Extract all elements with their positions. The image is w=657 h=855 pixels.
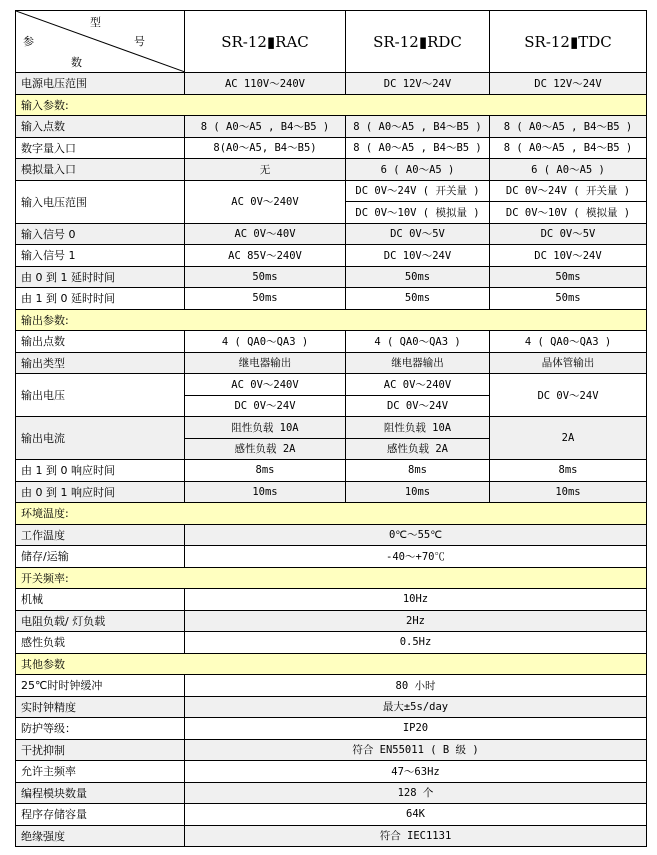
cell-rdc: DC 0V～5V — [346, 223, 490, 245]
row-label: 输入信号 0 — [16, 223, 185, 245]
row-label: 输出电流 — [16, 417, 185, 460]
row-label: 干扰抑制 — [16, 739, 185, 761]
table-row — [16, 331, 647, 353]
cell-rac: 50ms — [185, 266, 346, 288]
row-label: 防护等级： — [16, 718, 185, 740]
cell-rdc: 6 ( A0～A5 ) — [346, 159, 490, 181]
table-row — [16, 223, 647, 245]
cell-rdc: 8 ( A0～A5 , B4～B5 ) — [346, 116, 490, 138]
cell-rdc: 50ms — [346, 288, 490, 310]
cell-rdc: 4 ( QA0～QA3 ) — [346, 331, 490, 353]
cell-tdc: 2A — [490, 417, 647, 460]
cell-rac: AC 0V～40V — [185, 223, 346, 245]
section-header — [16, 94, 647, 116]
section-title: 开关频率: — [16, 567, 647, 589]
cell-rac: DC 0V～24V — [185, 395, 346, 417]
cell-tdc: DC 12V～24V — [490, 73, 647, 95]
cell-tdc: DC 0V～24V ( 开关量 ) — [490, 180, 647, 202]
table-row — [16, 718, 647, 740]
table-row — [16, 610, 647, 632]
cell-value: -40～+70℃ — [185, 546, 647, 568]
cell-value: 符合 EN55011 ( B 级 ) — [185, 739, 647, 761]
cell-rdc: 50ms — [346, 266, 490, 288]
table-row — [16, 159, 647, 181]
table-row — [16, 589, 647, 611]
table-row — [16, 116, 647, 138]
table-row — [16, 761, 647, 783]
cell-rdc: 阻性负载 10A — [346, 417, 490, 439]
row-label: 机械 — [16, 589, 185, 611]
table-row — [16, 73, 647, 95]
cell-rac: 8(A0～A5, B4～B5) — [185, 137, 346, 159]
cell-rdc: DC 12V～24V — [346, 73, 490, 95]
table-row — [16, 460, 647, 482]
row-label: 输入信号 1 — [16, 245, 185, 267]
table-row — [16, 632, 647, 654]
table-row — [16, 137, 647, 159]
cell-tdc: 8 ( A0～A5 , B4～B5 ) — [490, 116, 647, 138]
row-label: 由 0 到 1 响应时间 — [16, 481, 185, 503]
section-header — [16, 503, 647, 525]
model-rdc: SR-12▮RDC — [346, 11, 490, 73]
cell-rdc: DC 0V～10V ( 模拟量 ) — [346, 202, 490, 224]
table-row — [16, 825, 647, 847]
table-row — [16, 675, 647, 697]
row-label: 工作温度 — [16, 524, 185, 546]
header-row — [16, 11, 647, 73]
row-label: 绝缘强度 — [16, 825, 185, 847]
cell-rac: 感性负载 2A — [185, 438, 346, 460]
cell-rac: 阻性负载 10A — [185, 417, 346, 439]
cell-rac: 8ms — [185, 460, 346, 482]
model-tdc: SR-12▮TDC — [490, 11, 647, 73]
row-label: 输入电压范围 — [16, 180, 185, 223]
cell-rac: AC 0V～240V — [185, 374, 346, 396]
cell-tdc: 晶体管输出 — [490, 352, 647, 374]
row-label: 数字量入口 — [16, 137, 185, 159]
cell-value: 2Hz — [185, 610, 647, 632]
row-label: 由 1 到 0 响应时间 — [16, 460, 185, 482]
cell-rdc: AC 0V～240V — [346, 374, 490, 396]
cell-rdc: 10ms — [346, 481, 490, 503]
cell-rac: AC 0V～240V — [185, 180, 346, 223]
table-row — [16, 374, 647, 396]
cell-tdc: 8 ( A0～A5 , B4～B5 ) — [490, 137, 647, 159]
cell-rac: 10ms — [185, 481, 346, 503]
row-label: 程序存储容量 — [16, 804, 185, 826]
cell-tdc: 50ms — [490, 266, 647, 288]
cell-rac: AC 110V～240V — [185, 73, 346, 95]
row-label: 由 0 到 1 延时时间 — [16, 266, 185, 288]
cell-value: 80 小时 — [185, 675, 647, 697]
cell-value: 47～63Hz — [185, 761, 647, 783]
table-row — [16, 417, 647, 439]
table-row — [16, 352, 647, 374]
cell-value: IP20 — [185, 718, 647, 740]
corner-text-bottom: 数 — [71, 56, 82, 69]
row-label: 编程模块数量 — [16, 782, 185, 804]
section-title: 输出参数: — [16, 309, 647, 331]
cell-tdc: DC 0V～24V — [490, 374, 647, 417]
section-title: 其他参数 — [16, 653, 647, 675]
cell-rdc: DC 10V～24V — [346, 245, 490, 267]
table-row — [16, 245, 647, 267]
cell-rac: 继电器输出 — [185, 352, 346, 374]
cell-value: 64K — [185, 804, 647, 826]
table-row — [16, 804, 647, 826]
cell-tdc: 6 ( A0～A5 ) — [490, 159, 647, 181]
model-rac: SR-12▮RAC — [185, 11, 346, 73]
cell-rac: 无 — [185, 159, 346, 181]
section-header — [16, 309, 647, 331]
cell-rac: 50ms — [185, 288, 346, 310]
row-label: 储存/运输 — [16, 546, 185, 568]
row-label: 允许主频率 — [16, 761, 185, 783]
cell-value: 符合 IEC1131 — [185, 825, 647, 847]
section-title: 输入参数: — [16, 94, 647, 116]
table-row — [16, 782, 647, 804]
cell-rdc: 感性负载 2A — [346, 438, 490, 460]
spec-table — [15, 10, 647, 847]
cell-tdc: 8ms — [490, 460, 647, 482]
cell-rac: 8 ( A0～A5 , B4～B5 ) — [185, 116, 346, 138]
table-row — [16, 481, 647, 503]
section-header — [16, 653, 647, 675]
cell-tdc: DC 10V～24V — [490, 245, 647, 267]
cell-value: 0℃～55℃ — [185, 524, 647, 546]
cell-rdc: DC 0V～24V ( 开关量 ) — [346, 180, 490, 202]
row-label: 输出点数 — [16, 331, 185, 353]
row-label: 25℃时时钟缓冲 — [16, 675, 185, 697]
cell-tdc: DC 0V～5V — [490, 223, 647, 245]
cell-rac: AC 85V～240V — [185, 245, 346, 267]
table-row — [16, 266, 647, 288]
header-corner-cell — [16, 11, 185, 73]
cell-tdc: 10ms — [490, 481, 647, 503]
cell-rdc: 8ms — [346, 460, 490, 482]
corner-text-top: 型 — [90, 16, 101, 29]
cell-rdc: 8 ( A0～A5 , B4～B5 ) — [346, 137, 490, 159]
cell-tdc: 4 ( QA0～QA3 ) — [490, 331, 647, 353]
cell-rdc: DC 0V～24V — [346, 395, 490, 417]
cell-value: 最大±5s/day — [185, 696, 647, 718]
row-label: 输入点数 — [16, 116, 185, 138]
row-label: 模拟量入口 — [16, 159, 185, 181]
row-label: 电源电压范围 — [16, 73, 185, 95]
table-row — [16, 180, 647, 202]
table-row — [16, 288, 647, 310]
cell-value: 10Hz — [185, 589, 647, 611]
row-label: 电阻负载/ 灯负载 — [16, 610, 185, 632]
section-title: 环境温度: — [16, 503, 647, 525]
cell-value: 128 个 — [185, 782, 647, 804]
cell-rac: 4 ( QA0～QA3 ) — [185, 331, 346, 353]
cell-rdc: 继电器输出 — [346, 352, 490, 374]
row-label: 输出类型 — [16, 352, 185, 374]
section-header — [16, 567, 647, 589]
cell-tdc: 50ms — [490, 288, 647, 310]
corner-text-left: 参 — [23, 35, 34, 48]
corner-text-right: 号 — [134, 35, 145, 48]
cell-value: 0.5Hz — [185, 632, 647, 654]
table-row — [16, 546, 647, 568]
row-label: 输出电压 — [16, 374, 185, 417]
table-row — [16, 739, 647, 761]
row-label: 由 1 到 0 延时时间 — [16, 288, 185, 310]
table-row — [16, 524, 647, 546]
table-row — [16, 696, 647, 718]
row-label: 感性负载 — [16, 632, 185, 654]
row-label: 实时钟精度 — [16, 696, 185, 718]
cell-tdc: DC 0V～10V ( 模拟量 ) — [490, 202, 647, 224]
